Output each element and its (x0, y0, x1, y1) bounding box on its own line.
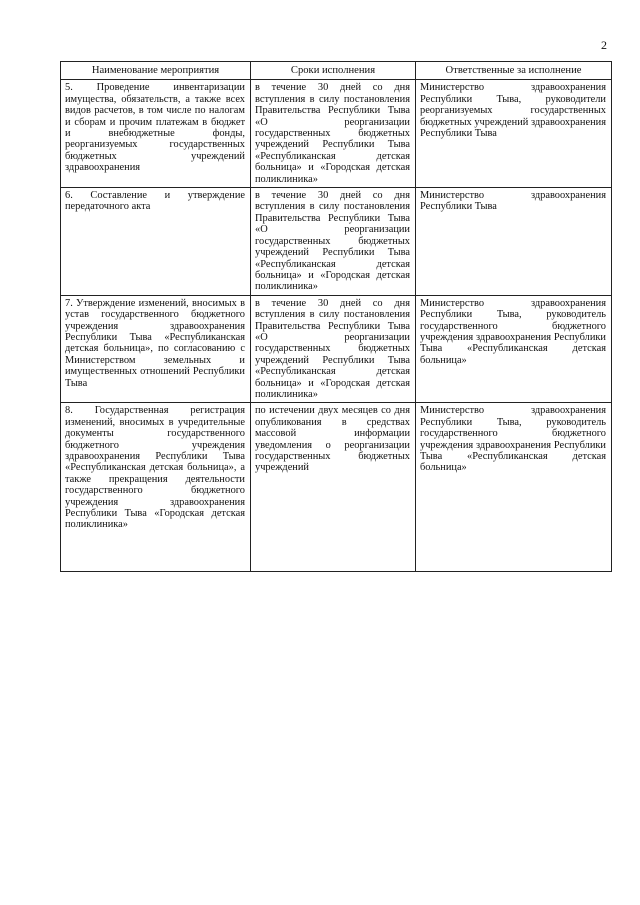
row-responsible-cell: Министерство здравоохранения Республики Тыва (416, 188, 612, 296)
header-responsible: Ответственные за исполнение (416, 62, 612, 80)
row-deadline-cell: в течение 30 дней со дня вступления в силу постановления Правительства Республики Тыва «О реорганизации государственных бюджетных учреждений Республики Тыва «Республиканская детская больница» и «Городская детская поликлиника» (251, 80, 416, 188)
table-row (61, 403, 612, 572)
row-name-cell: 8. Государственная регистрация изменений, вносимых в учредительные документы государственного бюджетного учреждения здравоохранения Республики Тыва «Республиканская детская больница», а также прекращения деятельности государственного бюджетного учреждения здравоохранения Республики Тыва «Городская детская поликлиника» (61, 403, 251, 572)
row-name-cell: 7. Утверждение изменений, вносимых в устав государственного бюджетного учреждения здравоохранения Республики Тыва «Республиканская детская больница», по согласованию с Министерством земельных и имущественных отношений Республики Тыва (61, 295, 251, 403)
row-deadline-cell: в течение 30 дней со дня вступления в силу постановления Правительства Республики Тыва «О реорганизации государственных бюджетных учреждений Республики Тыва «Республиканская детская больница» и «Городская детская поликлиника» (251, 188, 416, 296)
row-name-cell: 5. Проведение инвентаризации имущества, обязательств, а также всех видов расчетов, в том числе по налогам и сборам и прочим платежам в бюджет и внебюджетные фонды, реорганизуемых государственных бюджетных учреждений здравоохранения (61, 80, 251, 188)
header-row (61, 62, 612, 80)
table-row (61, 188, 612, 296)
action-plan-table (60, 61, 612, 572)
row-name-cell: 6. Составление и утверждение передаточного акта (61, 188, 251, 296)
header-deadline: Сроки исполнения (251, 62, 416, 80)
row-responsible-cell: Министерство здравоохранения Республики Тыва, руководитель государственного бюджетного учреждения здравоохранения Республики Тыва «Республиканская детская больница» (416, 403, 612, 572)
row-deadline-cell: в течение 30 дней со дня вступления в силу постановления Правительства Республики Тыва «О реорганизации государственных бюджетных учреждений Республики Тыва «Республиканская детская больница» и «Городская детская поликлиника» (251, 295, 416, 403)
table-body (61, 80, 612, 572)
row-responsible-cell: Министерство здравоохранения Республики Тыва, руководители реорганизуемых государственных бюджетных учреждений здравоохранения Республики Тыва (416, 80, 612, 188)
header-name: Наименование мероприятия (61, 62, 251, 80)
page-number: 2 (601, 38, 607, 52)
row-deadline-cell: по истечении двух месяцев со дня опубликования в средствах массовой информации уведомления о реорганизации государственных бюджетных учреждений (251, 403, 416, 572)
row-responsible-cell: Министерство здравоохранения Республики Тыва, руководитель государственного бюджетного учреждения здравоохранения Республики Тыва «Республиканская детская больница» (416, 295, 612, 403)
table-row (61, 295, 612, 403)
table-header (61, 62, 612, 80)
table-row (61, 80, 612, 188)
